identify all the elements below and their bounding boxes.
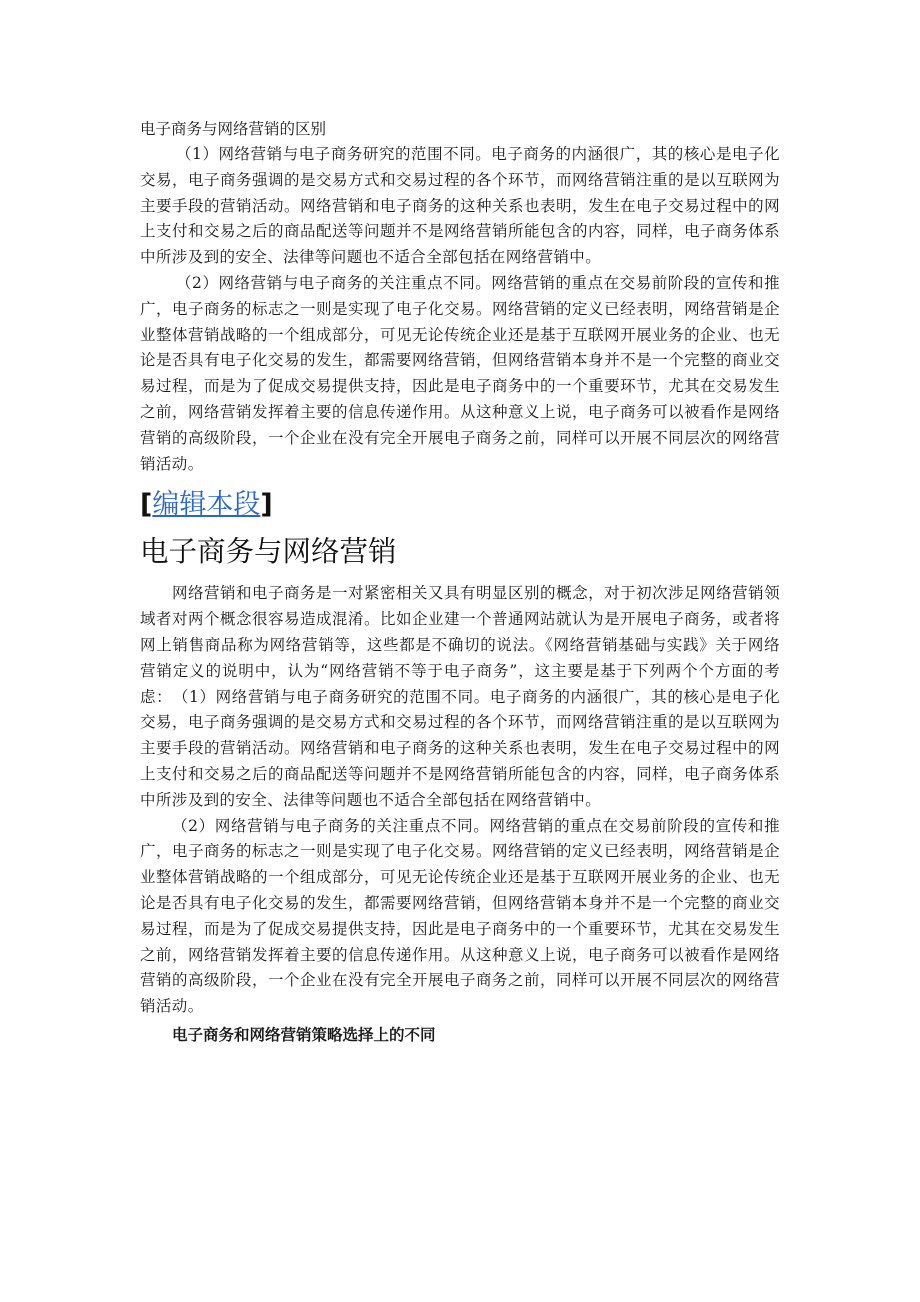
subheading: 电子商务和网络营销策略选择上的不同 [172, 1025, 436, 1044]
document-body [140, 116, 780, 1048]
edit-bracket-open: [ [140, 489, 153, 521]
section-paragraph-1: 网络营销和电子商务是一对紧密相关又具有明显区别的概念，对于初次涉足网络营销领域者对两个概念很容易造成混淆。比如企业建一个普通网站就认为是开展电子商务，或者将网上销售商品称为网络营销等，这些都是不确切的说法。《网络营销基础与实践》关于网络营销定义的说明中，认为“网络营销不等于电子商务”，这主要是基于下列两个个方面的考虑： （1）网络营销与电子商务研究的范围不同。电子商务的内涵很广，其的核心是电子化交易，电子商务强调的是交易方式和交易过程的各个环节，而网络营销注重的是以互联网为主要手段的营销活动。网络营销和电子商务的这种关系也表明，发生在电子交易过程中的网上支付和交易之后的商品配送等问题并不是网络营销所能包含的内容，同样，电子商务体系中所涉及到的安全、法律等问题也不适合全部包括在网络营销中。 [140, 584, 780, 809]
edit-bracket-close: ] [260, 489, 273, 521]
intro-paragraph-2: （2）网络营销与电子商务的关注重点不同。网络营销的重点在交易前阶段的宣传和推广，电子商务的标志之一则是实现了电子化交易。网络营销的定义已经表明，网络营销是企业整体营销战略的一个组成部分，可见无论传统企业还是基于互联网开展业务的企业、也无论是否具有电子化交易的发生，都需要网络营销，但网络营销本身并不是一个完整的商业交易过程，而是为了促成交易提供支持，因此是电子商务中的一个重要环节，尤其在交易发生之前，网络营销发挥着主要的信息传递作用。从这种意义上说，电子商务可以被看作是网络营销的高级阶段，一个企业在没有完全开展电子商务之前，同样可以开展不同层次的网络营销活动。 [140, 273, 780, 473]
edit-section-link-wrap [140, 487, 780, 523]
intro-title: 电子商务与网络营销的区别 [140, 120, 327, 138]
intro-paragraph-1: （1）网络营销与电子商务研究的范围不同。电子商务的内涵很广，其的核心是电子化交易，电子商务强调的是交易方式和交易过程的各个环节，而网络营销注重的是以互联网为主要手段的营销活动。网络营销和电子商务的这种关系也表明，发生在电子交易过程中的网上支付和交易之后的商品配送等问题并不是网络营销所能包含的内容，同样，电子商务体系中所涉及到的安全、法律等问题也不适合全部包括在网络营销中。 [140, 145, 780, 267]
edit-section-link[interactable]: 编辑本段 [152, 489, 261, 521]
section-body [140, 581, 780, 1020]
section-paragraph-2: （2）网络营销与电子商务的关注重点不同。网络营销的重点在交易前阶段的宣传和推广，电子商务的标志之一则是实现了电子化交易。网络营销的定义已经表明，网络营销是企业整体营销战略的一个组成部分，可见无论传统企业还是基于互联网开展业务的企业、也无论是否具有电子化交易的发生，都需要网络营销，但网络营销本身并不是一个完整的商业交易过程，而是为了促成交易提供支持，因此是电子商务中的一个重要环节，尤其在交易发生之前，网络营销发挥着主要的信息传递作用。从这种意义上说，电子商务可以被看作是网络营销的高级阶段，一个企业在没有完全开展电子商务之前，同样可以开展不同层次的网络营销活动。 [140, 816, 780, 1016]
section-title: 电子商务与网络营销 [140, 535, 397, 569]
